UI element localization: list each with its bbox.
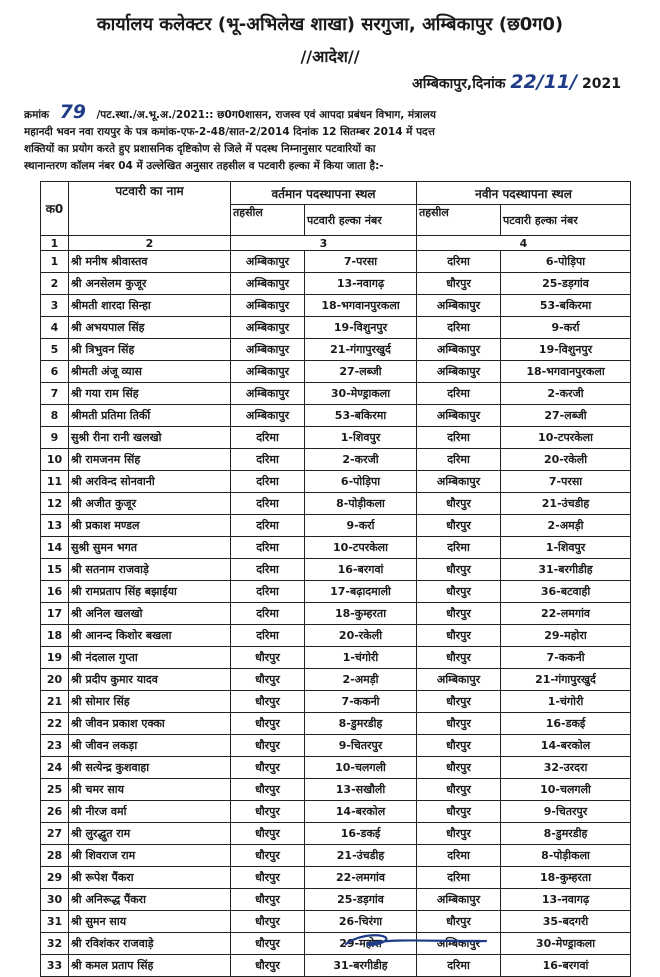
current-tehsil-cell: दरिमा — [231, 537, 305, 559]
serial-number-cell: 23 — [41, 735, 69, 757]
new-halka-cell: 2-करजी — [501, 383, 631, 405]
serial-number-cell: 18 — [41, 625, 69, 647]
serial-number-cell: 29 — [41, 867, 69, 889]
table-row — [41, 603, 631, 625]
ref-number: 79 — [59, 104, 87, 123]
table-row — [41, 317, 631, 339]
current-tehsil-cell: धौरपुर — [231, 779, 305, 801]
patwari-name-cell: सुश्री सुमन भगत — [69, 537, 231, 559]
new-halka-cell: 14-बरकोल — [501, 735, 631, 757]
serial-number-cell: 21 — [41, 691, 69, 713]
ref-rest: /पट.स्था./अ.भू.अ./2021:: छ0ग0शासन, राजस्व एवं आपदा प्रबंधन विभाग, मंत्रालय — [96, 109, 436, 121]
current-halka-cell: 7-परसा — [305, 251, 417, 273]
serial-number-cell: 27 — [41, 823, 69, 845]
current-halka-cell: 30-मेण्ड्राकला — [305, 383, 417, 405]
patwari-name-cell: श्री आनन्द किशोर बखला — [69, 625, 231, 647]
new-halka-cell: 9-चितरपुर — [501, 801, 631, 823]
table-row — [41, 735, 631, 757]
patwari-name-cell: श्री सुमन साय — [69, 911, 231, 933]
current-tehsil-cell: धौरपुर — [231, 647, 305, 669]
patwari-name-cell: श्री अरविन्द सोनवानी — [69, 471, 231, 493]
new-tehsil-cell: धौरपुर — [417, 779, 501, 801]
new-tehsil-cell: धौरपुर — [417, 647, 501, 669]
serial-number-cell: 5 — [41, 339, 69, 361]
table-row — [41, 845, 631, 867]
serial-number-cell: 19 — [41, 647, 69, 669]
serial-number-cell: 12 — [41, 493, 69, 515]
table-row — [41, 779, 631, 801]
new-halka-cell: 1-चंगोरी — [501, 691, 631, 713]
new-tehsil-cell: धौरपुर — [417, 273, 501, 295]
serial-number-cell: 20 — [41, 669, 69, 691]
col-index: 1 — [41, 236, 69, 251]
table-row — [41, 581, 631, 603]
current-halka-cell: 22-लमगांव — [305, 867, 417, 889]
patwari-name-cell: श्री नीरज वर्मा — [69, 801, 231, 823]
current-tehsil-cell: अम्बिकापुर — [231, 317, 305, 339]
current-tehsil-cell: धौरपुर — [231, 735, 305, 757]
current-tehsil-cell: अम्बिकापुर — [231, 405, 305, 427]
current-halka-cell: 9-कर्रा — [305, 515, 417, 537]
serial-number-cell: 7 — [41, 383, 69, 405]
current-halka-cell: 19-विशुनपुर — [305, 317, 417, 339]
table-row — [41, 713, 631, 735]
new-halka-cell: 35-बदगरी — [501, 911, 631, 933]
patwari-name-cell: श्री कमल प्रताप सिंह — [69, 955, 231, 977]
current-tehsil-cell: धौरपुर — [231, 933, 305, 955]
new-halka-cell: 36-बटवाही — [501, 581, 631, 603]
new-tehsil-cell: धौरपुर — [417, 757, 501, 779]
current-halka-cell: 8-डुमरडीह — [305, 713, 417, 735]
patwari-name-cell: श्री रामप्रताप सिंह बझाईया — [69, 581, 231, 603]
patwari-name-cell: श्री जीवन प्रकाश एक्का — [69, 713, 231, 735]
current-halka-cell: 31-बरगीडीह — [305, 955, 417, 977]
new-halka-cell: 7-परसा — [501, 471, 631, 493]
current-tehsil-cell: धौरपुर — [231, 801, 305, 823]
table-row — [41, 955, 631, 977]
col-header-current-halka: पटवारी हल्का नंबर — [305, 205, 417, 236]
current-tehsil-cell: अम्बिकापुर — [231, 295, 305, 317]
intro-line: महानदी भवन नवा रायपुर के पत्र कमांक-एफ-2-48/सात-2/2014 दिनांक 12 सितम्बर 2014 में पदत्त — [24, 126, 435, 138]
current-tehsil-cell: दरिमा — [231, 603, 305, 625]
current-halka-cell: 10-टपरकेला — [305, 537, 417, 559]
current-tehsil-cell: अम्बिकापुर — [231, 273, 305, 295]
new-halka-cell: 13-नवागढ़ — [501, 889, 631, 911]
new-tehsil-cell: धौरपुर — [417, 581, 501, 603]
current-halka-cell: 2-करजी — [305, 449, 417, 471]
table-row — [41, 515, 631, 537]
table-row — [41, 471, 631, 493]
patwari-name-cell: श्रीमती अंजू व्यास — [69, 361, 231, 383]
current-halka-cell: 13-सखौली — [305, 779, 417, 801]
serial-number-cell: 33 — [41, 955, 69, 977]
patwari-name-cell: श्री अभयपाल सिंह — [69, 317, 231, 339]
current-tehsil-cell: धौरपुर — [231, 911, 305, 933]
patwari-name-cell: श्री अनसेलम कुजूर — [69, 273, 231, 295]
new-halka-cell: 20-रकेली — [501, 449, 631, 471]
col-header-current-tehsil: तहसील — [231, 205, 305, 236]
current-tehsil-cell: दरिमा — [231, 427, 305, 449]
new-tehsil-cell: धौरपुर — [417, 823, 501, 845]
current-halka-cell: 1-शिवपुर — [305, 427, 417, 449]
current-halka-cell: 29-महोरा — [305, 933, 417, 955]
new-tehsil-cell: दरिमा — [417, 449, 501, 471]
date-year: 2021 — [581, 76, 621, 92]
new-tehsil-cell: अम्बिकापुर — [417, 471, 501, 493]
col-index: 4 — [417, 236, 631, 251]
serial-number-cell: 3 — [41, 295, 69, 317]
new-tehsil-cell: अम्बिकापुर — [417, 889, 501, 911]
patwari-name-cell: श्री अनिरूद्ध पैंकरा — [69, 889, 231, 911]
new-halka-cell: 32-उरदरा — [501, 757, 631, 779]
col-header-sno: क0 — [41, 182, 69, 236]
patwari-name-cell: श्री सतनाम राजवाड़े — [69, 559, 231, 581]
serial-number-cell: 31 — [41, 911, 69, 933]
new-tehsil-cell: दरिमा — [417, 955, 501, 977]
new-tehsil-cell: अम्बिकापुर — [417, 669, 501, 691]
serial-number-cell: 6 — [41, 361, 69, 383]
new-halka-cell: 18-कुम्हरता — [501, 867, 631, 889]
current-halka-cell: 10-चलगली — [305, 757, 417, 779]
new-halka-cell: 10-चलगली — [501, 779, 631, 801]
table-row — [41, 757, 631, 779]
new-halka-cell: 19-विशुनपुर — [501, 339, 631, 361]
serial-number-cell: 24 — [41, 757, 69, 779]
col-header-new-tehsil: तहसील — [417, 205, 501, 236]
new-tehsil-cell: अम्बिकापुर — [417, 361, 501, 383]
table-row — [41, 493, 631, 515]
new-tehsil-cell: धौरपुर — [417, 735, 501, 757]
new-tehsil-cell: दरिमा — [417, 845, 501, 867]
current-tehsil-cell: धौरपुर — [231, 955, 305, 977]
patwari-name-cell: श्री अनिल खलखो — [69, 603, 231, 625]
transfer-table — [40, 181, 631, 977]
patwari-name-cell: श्री त्रिभुवन सिंह — [69, 339, 231, 361]
current-halka-cell: 6-पोड़िपा — [305, 471, 417, 493]
patwari-name-cell: श्री जीवन लकड़ा — [69, 735, 231, 757]
current-halka-cell: 21-गंगापुरखुर्द — [305, 339, 417, 361]
new-tehsil-cell: धौरपुर — [417, 493, 501, 515]
patwari-name-cell: श्री मनीष श्रीवास्तव — [69, 251, 231, 273]
new-halka-cell: 30-मेण्ड्राकला — [501, 933, 631, 955]
patwari-name-cell: श्री रामजनम सिंह — [69, 449, 231, 471]
patwari-name-cell: श्री नंदलाल गुप्ता — [69, 647, 231, 669]
table-row — [41, 559, 631, 581]
patwari-name-cell: श्री शिवराज राम — [69, 845, 231, 867]
patwari-name-cell: श्री लुरद्धुत राम — [69, 823, 231, 845]
serial-number-cell: 28 — [41, 845, 69, 867]
new-tehsil-cell: धौरपुर — [417, 691, 501, 713]
patwari-name-cell: श्री प्रदीप कुमार यादव — [69, 669, 231, 691]
new-halka-cell: 8-डुमरडीह — [501, 823, 631, 845]
patwari-name-cell: श्री सत्येन्द्र कुशवाहा — [69, 757, 231, 779]
patwari-name-cell: सुश्री रीना रानी खलखो — [69, 427, 231, 449]
table-row — [41, 867, 631, 889]
new-tehsil-cell: धौरपुर — [417, 911, 501, 933]
table-row — [41, 889, 631, 911]
table-row — [41, 625, 631, 647]
table-row — [41, 273, 631, 295]
table-row — [41, 933, 631, 955]
current-tehsil-cell: धौरपुर — [231, 713, 305, 735]
current-halka-cell: 20-रकेली — [305, 625, 417, 647]
serial-number-cell: 32 — [41, 933, 69, 955]
current-halka-cell: 21-उंचडीह — [305, 845, 417, 867]
table-row — [41, 911, 631, 933]
serial-number-cell: 9 — [41, 427, 69, 449]
date-prefix: अम्बिकापुर,दिनांक — [412, 76, 506, 92]
new-halka-cell: 16-डकई — [501, 713, 631, 735]
patwari-name-cell: श्री रूपेश पैंकरा — [69, 867, 231, 889]
new-halka-cell: 10-टपरकेला — [501, 427, 631, 449]
table-row — [41, 537, 631, 559]
serial-number-cell: 22 — [41, 713, 69, 735]
new-halka-cell: 25-डड़गांव — [501, 273, 631, 295]
serial-number-cell: 26 — [41, 801, 69, 823]
table-row — [41, 669, 631, 691]
serial-number-cell: 8 — [41, 405, 69, 427]
new-halka-cell: 16-बरगवां — [501, 955, 631, 977]
table-row — [41, 383, 631, 405]
patwari-name-cell: श्री सोमार सिंह — [69, 691, 231, 713]
current-tehsil-cell: दरिमा — [231, 625, 305, 647]
table-row — [41, 801, 631, 823]
table-row — [41, 427, 631, 449]
serial-number-cell: 25 — [41, 779, 69, 801]
current-tehsil-cell: अम्बिकापुर — [231, 339, 305, 361]
new-tehsil-cell: अम्बिकापुर — [417, 295, 501, 317]
col-index: 3 — [231, 236, 417, 251]
office-title: कार्यालय कलेक्टर (भू-अभिलेख शाखा) सरगुजा, अम्बिकापुर (छ0ग0) — [96, 14, 564, 35]
new-tehsil-cell: दरिमा — [417, 251, 501, 273]
new-halka-cell: 21-गंगापुरखुर्द — [501, 669, 631, 691]
order-intro — [24, 104, 636, 175]
new-halka-cell: 21-उंचडीह — [501, 493, 631, 515]
current-halka-cell: 13-नवागढ़ — [305, 273, 417, 295]
table-row — [41, 823, 631, 845]
new-tehsil-cell: अम्बिकापुर — [417, 933, 501, 955]
col-index: 2 — [69, 236, 231, 251]
date-handwritten: 22/11/ — [510, 71, 578, 93]
current-tehsil-cell: धौरपुर — [231, 691, 305, 713]
table-row — [41, 361, 631, 383]
current-halka-cell: 16-डकई — [305, 823, 417, 845]
serial-number-cell: 15 — [41, 559, 69, 581]
current-tehsil-cell: दरिमा — [231, 515, 305, 537]
table-body — [41, 251, 631, 977]
patwari-name-cell: श्री प्रकाश मण्डल — [69, 515, 231, 537]
current-tehsil-cell: अम्बिकापुर — [231, 251, 305, 273]
table-row — [41, 691, 631, 713]
serial-number-cell: 11 — [41, 471, 69, 493]
new-tehsil-cell: दरिमा — [417, 317, 501, 339]
new-tehsil-cell: धौरपुर — [417, 603, 501, 625]
new-tehsil-cell: धौरपुर — [417, 515, 501, 537]
serial-number-cell: 30 — [41, 889, 69, 911]
new-tehsil-cell: धौरपुर — [417, 713, 501, 735]
current-halka-cell: 53-बकिरमा — [305, 405, 417, 427]
current-tehsil-cell: धौरपुर — [231, 867, 305, 889]
new-halka-cell: 27-लब्जी — [501, 405, 631, 427]
col-header-name: पटवारी का नाम — [69, 182, 231, 236]
current-tehsil-cell: धौरपुर — [231, 889, 305, 911]
table-row — [41, 339, 631, 361]
new-halka-cell: 18-भगवानपुरकला — [501, 361, 631, 383]
new-halka-cell: 7-ककनी — [501, 647, 631, 669]
new-halka-cell: 31-बरगीडीह — [501, 559, 631, 581]
current-halka-cell: 18-भगवानपुरकला — [305, 295, 417, 317]
table-row — [41, 405, 631, 427]
current-tehsil-cell: दरिमा — [231, 449, 305, 471]
ref-prefix: क्रमांक — [24, 109, 50, 121]
current-tehsil-cell: अम्बिकापुर — [231, 383, 305, 405]
new-tehsil-cell: अम्बिकापुर — [417, 339, 501, 361]
new-halka-cell: 53-बकिरमा — [501, 295, 631, 317]
new-tehsil-cell: धौरपुर — [417, 625, 501, 647]
officer-signature — [340, 926, 490, 952]
serial-number-cell: 4 — [41, 317, 69, 339]
new-tehsil-cell: दरिमा — [417, 383, 501, 405]
current-halka-cell: 14-बरकोल — [305, 801, 417, 823]
intro-line: शक्तियों का प्रयोग करते हुए प्रशासनिक दृष्टिकोण से जिले में पदस्थ निम्नानुसार पटवारियों का — [24, 143, 376, 155]
new-halka-cell: 29-महोरा — [501, 625, 631, 647]
serial-number-cell: 14 — [41, 537, 69, 559]
patwari-name-cell: श्री अजीत कुजूर — [69, 493, 231, 515]
new-tehsil-cell: धौरपुर — [417, 559, 501, 581]
current-halka-cell: 17-बढ़ादमाली — [305, 581, 417, 603]
current-tehsil-cell: धौरपुर — [231, 823, 305, 845]
current-tehsil-cell: दरिमा — [231, 581, 305, 603]
patwari-name-cell: श्रीमती प्रतिमा तिर्की — [69, 405, 231, 427]
new-halka-cell: 8-पोड़ीकला — [501, 845, 631, 867]
patwari-name-cell: श्री चमर साय — [69, 779, 231, 801]
current-tehsil-cell: दरिमा — [231, 493, 305, 515]
table-row — [41, 295, 631, 317]
new-tehsil-cell: अम्बिकापुर — [417, 405, 501, 427]
current-tehsil-cell: दरिमा — [231, 559, 305, 581]
current-halka-cell: 8-पोड़ीकला — [305, 493, 417, 515]
intro-line: स्थानान्तरण कॉलम नंबर 04 में उल्लेखित अनुसार तहसील व पटवारी हल्का में किया जाता है:- — [24, 160, 384, 172]
col-header-new-halka: पटवारी हल्का नंबर — [501, 205, 631, 236]
current-halka-cell: 25-डड़गांव — [305, 889, 417, 911]
table-row — [41, 251, 631, 273]
current-halka-cell: 26-चिरंगा — [305, 911, 417, 933]
current-tehsil-cell: धौरपुर — [231, 757, 305, 779]
new-tehsil-cell: दरिमा — [417, 537, 501, 559]
new-tehsil-cell: दरिमा — [417, 867, 501, 889]
serial-number-cell: 16 — [41, 581, 69, 603]
serial-number-cell: 17 — [41, 603, 69, 625]
new-halka-cell: 1-शिवपुर — [501, 537, 631, 559]
current-halka-cell: 7-ककनी — [305, 691, 417, 713]
new-halka-cell: 22-लमगांव — [501, 603, 631, 625]
serial-number-cell: 10 — [41, 449, 69, 471]
current-halka-cell: 18-कुम्हरता — [305, 603, 417, 625]
current-halka-cell: 2-अमड़ी — [305, 669, 417, 691]
table-row — [41, 647, 631, 669]
patwari-name-cell: श्री रविशंकर राजवाड़े — [69, 933, 231, 955]
new-halka-cell: 2-अमड़ी — [501, 515, 631, 537]
patwari-name-cell: श्री गया राम सिंह — [69, 383, 231, 405]
current-tehsil-cell: दरिमा — [231, 471, 305, 493]
current-halka-cell: 9-चितरपुर — [305, 735, 417, 757]
current-halka-cell: 16-बरगवां — [305, 559, 417, 581]
col-header-new: नवीन पदस्थापना स्थल — [417, 182, 631, 205]
serial-number-cell: 2 — [41, 273, 69, 295]
current-tehsil-cell: धौरपुर — [231, 845, 305, 867]
intro-line — [24, 104, 636, 124]
order-date — [412, 71, 621, 93]
new-tehsil-cell: दरिमा — [417, 427, 501, 449]
patwari-name-cell: श्रीमती शारदा सिन्हा — [69, 295, 231, 317]
new-tehsil-cell: धौरपुर — [417, 801, 501, 823]
order-heading: //आदेश// — [300, 47, 360, 66]
new-halka-cell: 6-पोड़िपा — [501, 251, 631, 273]
serial-number-cell: 1 — [41, 251, 69, 273]
current-halka-cell: 27-लब्जी — [305, 361, 417, 383]
column-index-row — [41, 236, 631, 251]
current-tehsil-cell: अम्बिकापुर — [231, 361, 305, 383]
new-halka-cell: 9-कर्रा — [501, 317, 631, 339]
current-halka-cell: 1-चंगोरी — [305, 647, 417, 669]
table-row — [41, 449, 631, 471]
current-tehsil-cell: धौरपुर — [231, 669, 305, 691]
col-header-current: वर्तमान पदस्थापना स्थल — [231, 182, 417, 205]
serial-number-cell: 13 — [41, 515, 69, 537]
